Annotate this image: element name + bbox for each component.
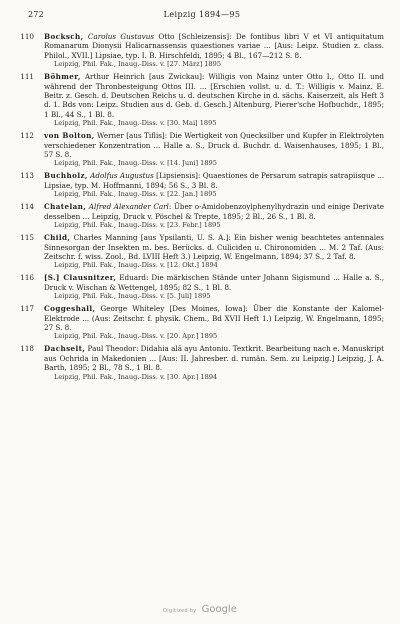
author-surname: Böhmer, (44, 72, 81, 82)
entry-text: : Über o-Amidobenzoylphenylhydrazin und einige Derivate desselben ... Leipzig, Druck v. Pöschel & Trepte, 1895; 2 Bl., 26 S., 1 Bl. 8. (44, 202, 384, 221)
page-header (28, 10, 376, 22)
entry-number: 114 (20, 202, 34, 212)
entry-text: Otto [Schleizensis]: De fontibus libri V et VI antiquitatum Romanarum Dionysii Halicarnassensis quaestiones variae ... [Aus: Leipz. Studien z. class. Philol., XVII.] Lipsiae, typ. I. B. Hirschfeldi, 1895; 4 Bl., 167—212 S. 8. (44, 32, 384, 60)
entry-note: Leipzig, Phil. Fak., Inaug.-Diss. v. [27. März] 1895 (54, 60, 222, 69)
bibliography-entry (10, 273, 384, 301)
entry-text: [Lipsiensis]: Quaestiones de Persarum satrapis satrapiisque ... Lipsiae, typ. M. Hoffmanni, 1894; 56 S., 3 Bl. 8. (44, 171, 384, 190)
watermark-prefix: Digitized by (163, 608, 197, 614)
bibliography-entry (10, 202, 384, 230)
bibliography-entry (10, 233, 384, 270)
entry-text: Paul Theodor: Didahia ală ayu Antoniu. Textkrit. Bearbeitung nach e. Manuskript aus Ochrida in Makedonien ... [Aus: II. Jahresber. d. rumän. Sem. zu Leipzig.] Leipzig, J. A. Barth, 1895; 2 Bl., 78 S., 1 Bl. 8. (44, 344, 384, 373)
entry-citation (44, 131, 384, 159)
google-logo: Google (201, 604, 237, 615)
bibliography-entry (10, 32, 384, 69)
entry-note: Leipzig, Phil. Fak., Inaug.-Diss. v. [12. Okt.] 1894 (54, 261, 218, 270)
entry-number: 112 (20, 131, 34, 141)
bibliography-entry (10, 131, 384, 168)
digitized-watermark (0, 597, 400, 616)
entry-text: Werner [aus Tiflis]: Die Wertigkeit von Quecksilber und Kupfer in Elektrolyten verschiedener Konzentration ... Halle a. S., Druck d. Buchdr. d. Waisenhauses, 1895; 1 Bl., 57 S. 8. (44, 131, 384, 160)
bibliography-entry (10, 304, 384, 341)
author-surname: Bocksch, (44, 32, 84, 41)
entry-note: Leipzig, Phil. Fak., Inaug.-Diss. v. [5. Juli] 1895 (54, 292, 211, 301)
entry-number: 115 (20, 233, 34, 243)
bibliography-entry (10, 344, 384, 381)
author-surname: Child, (44, 233, 71, 243)
author-given-name: Adolfus Augustus (90, 171, 154, 181)
page-number: 272 (28, 10, 44, 19)
entry-note: Leipzig, Phil. Fak., Inaug.-Diss. v. [14. Juni] 1895 (54, 159, 217, 168)
entry-note: Leipzig, Phil. Fak., Inaug.-Diss. v. [30. Mai] 1895 (54, 119, 217, 128)
author-surname: Coggeshall, (44, 304, 96, 314)
bibliography-entry (10, 171, 384, 199)
author-surname: Buchholz, (44, 171, 88, 181)
entry-citation (44, 344, 384, 372)
entry-note: Leipzig, Phil. Fak., Inaug.-Diss. v. [22. Jan.] 1895 (54, 190, 217, 199)
entry-number: 110 (20, 32, 34, 41)
entry-citation (44, 304, 384, 332)
author-surname: von Bolton, (44, 131, 95, 141)
entry-text: Eduard: Die märkischen Stände unter Johann Sigismund ... Halle a. S., Druck v. Wischan & Wettengel, 1895; 82 S., 1 Bl. 8. (44, 273, 384, 292)
entry-number: 111 (20, 72, 34, 82)
entry-text: Charles Manning [aus Ypsilanti, U. S. A.]: Ein bisher wenig beachtetes antennales Sinnesorgan der Insekten m. bes. Berücks. d. Culiciden u. Chironomiden ... M. 2 Taf. (Aus: Zeitschr. f. wiss. Zool., Bd. LVIII Heft 3.) Leipzig, W. Engelmann, 1894; 37 S., 2 Taf. 8. (44, 233, 384, 261)
bibliography-entries (10, 32, 384, 385)
entry-number: 116 (20, 273, 34, 283)
author-given-name: Alfred Alexander Carl (88, 202, 169, 212)
entry-number: 118 (20, 344, 34, 354)
entry-text: Arthur Heinrich [aus Zwickau]: Willigis von Mainz unter Otto I., Otto II. und während der Thronbesteigung Ottos III. ... [Erschien vollst. u. d. T.: Willigis v. Mainz. E. Beitr. z. Gesch. d. Deutschen Reichs u. d. deutschen Kirche in d. sächs. Kaiserzeit, als Heft 3 d. 1. Bds von: Leipz. Studien aus d. Geb. d. Gesch.] Altenburg, Pierer'sche Hofbuchdr., 1895; 1 Bl., 44 S., 1 Bl. 8. (44, 72, 384, 119)
author-surname: [S.] Clausnitzer, (44, 273, 117, 283)
entry-citation (44, 273, 384, 292)
entry-citation (44, 202, 384, 221)
bibliography-entry (10, 72, 384, 128)
entry-text: George Whiteley [Des Moines, Iowa]: Über die Konstante der Kalomel-Elektrode ... (Aus: Zeitschr. f. physik. Chem., Bd XVII Heft 1.) Leipzig, W. Engelmann, 1895; 27 S. 8. (44, 304, 384, 332)
entry-note: Leipzig, Phil. Fak., Inaug.-Diss. v. [23. Febr.] 1895 (54, 221, 221, 230)
entry-citation (44, 233, 384, 261)
author-surname: Dachselt, (44, 344, 86, 354)
entry-note: Leipzig, Phil. Fak., Inaug.-Diss. v. [20. Apr.] 1895 (54, 332, 218, 341)
entry-number: 117 (20, 304, 34, 314)
entry-citation (44, 32, 384, 60)
entry-citation (44, 171, 384, 190)
running-head: Leipzig 1894—95 (163, 10, 241, 19)
author-surname: Chatelan, (44, 202, 87, 212)
author-given-name: Carolus Gustavus (87, 32, 155, 41)
entry-number: 113 (20, 171, 34, 181)
entry-citation (44, 72, 384, 119)
entry-note: Leipzig, Phil. Fak., Inaug.-Diss. v. [30. Apr.] 1894 (54, 372, 218, 381)
